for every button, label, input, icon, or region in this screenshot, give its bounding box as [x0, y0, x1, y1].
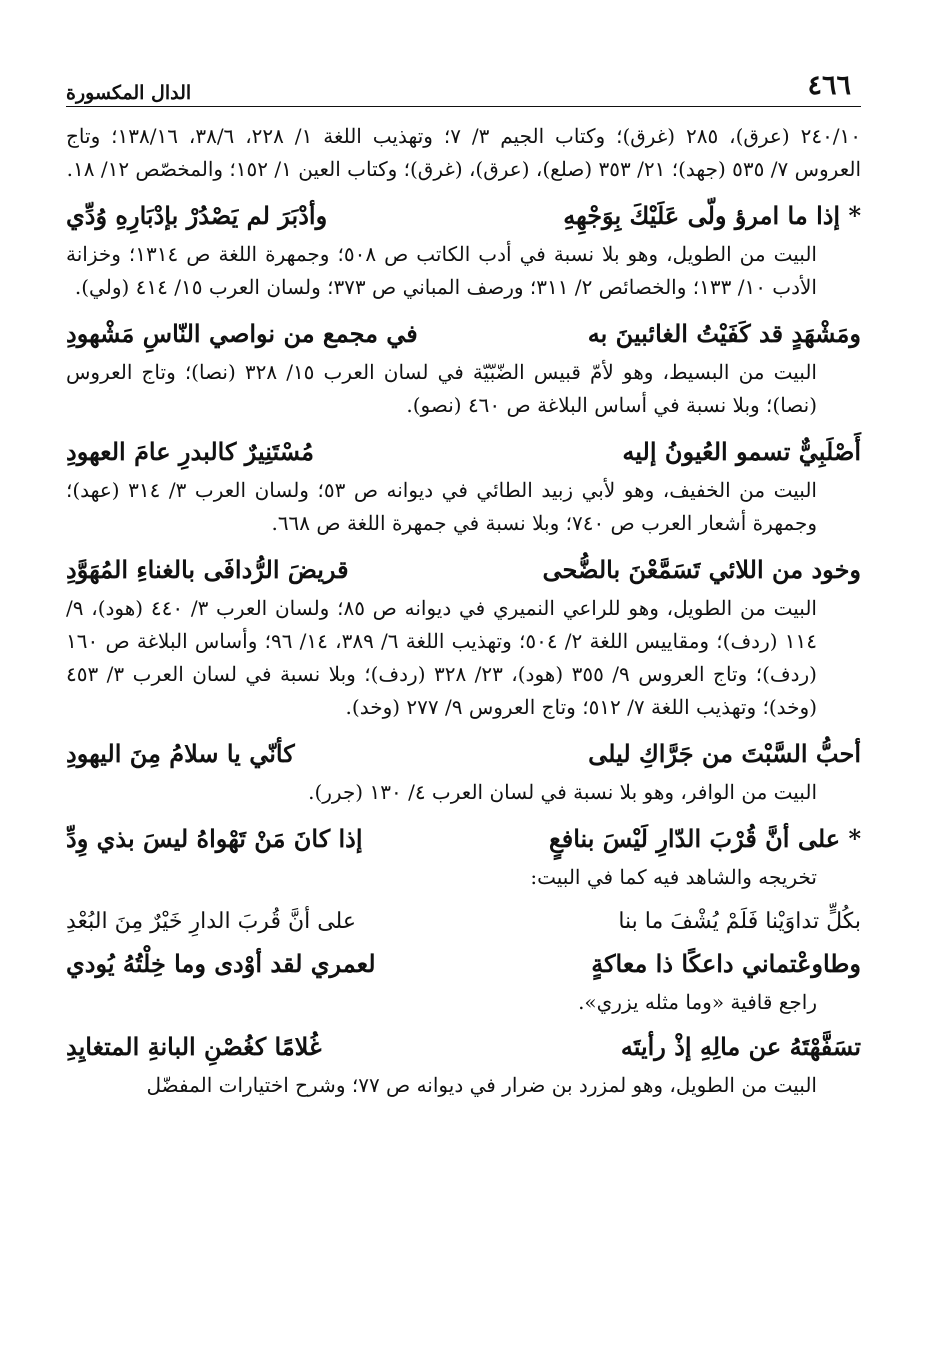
- verse-second-hemistich: في مجمع من نواصي النّاسِ مَشْهودِ: [66, 319, 418, 348]
- verse-second-hemistich: قريضَ الرُّدافَى بالغناءِ المُهَوَّدِ: [66, 555, 349, 584]
- verse-line: [66, 432, 861, 472]
- verse-first-hemistich: وخود من اللائي تَسَمَّعْنَ بالضُّحى: [542, 555, 861, 584]
- verse-second-hemistich: كأنّي يا سلامُ مِنَ اليهودِ: [66, 739, 295, 768]
- verse-first-hemistich: أَصْلَبِيٌّ تسمو العُيونُ إليه: [622, 437, 861, 466]
- page-header: [66, 66, 861, 107]
- citation-paragraph: ٢٤٠/١٠ (عرق)، ٢٨٥ (غرق)؛ وكتاب الجيم ٣/ ٧؛ وتهذيب اللغة ١/ ٢٢٨، ٣٨/٦، ١٣٨/١٦؛ وتاج العروس ٧/ ٥٣٥ (جهد)؛ ٢١/ ٣٥٣ (صلع)، (عرق)، (غرق)؛ وكتاب العين ١/ ١٥٢؛ والمخصّص ١٢/ ١٨.: [66, 124, 862, 181]
- verse-line: [66, 1027, 861, 1067]
- verse-second-hemistich: مُسْتَنِيرٌ كالبدرِ عامَ العهودِ: [66, 437, 314, 466]
- page-number: ٤٦٦: [807, 70, 851, 101]
- verse-first-hemistich: * إذا ما امرؤ ولّى عَلَيْكَ بِوَجْهِهِ: [563, 201, 861, 230]
- citation-paragraph: البيت من الوافر، وهو بلا نسبة في لسان العرب ٤/ ١٣٠ (جرر).: [308, 780, 817, 804]
- note-text: تخريجه والشاهد فيه كما في البيت:: [530, 865, 817, 889]
- verse-line: [66, 819, 861, 859]
- citation-paragraph: البيت من البسيط، وهو لأمّ قبيس الضّبّيّة في لسان العرب ١٥/ ٣٢٨ (نصا)؛ وتاج العروس (نصا)؛ وبلا نسبة في أساس البلاغة ص ٤٦٠ (نصو).: [66, 360, 817, 417]
- verse-second-hemistich: وأدْبَرَ لم يَصْدُرْ بإدْبَارِهِ وُدِّي: [66, 201, 328, 230]
- verse-second-hemistich: غُلامًا كغُصْنِ البانةِ المتغايِدِ: [66, 1032, 322, 1061]
- verse-first-hemistich: ومَشْهَدٍ قد كَفَيْتُ الغائبينَ به: [587, 319, 861, 348]
- citation-paragraph: البيت من الخفيف، وهو لأبي زبيد الطائي في ديوانه ص ٥٣؛ ولسان العرب ٣/ ٣١٤ (عهد)؛ وجمهرة أشعار العرب ص ٧٤٠؛ وبلا نسبة في جمهرة اللغة ص ٦٦٨.: [66, 478, 817, 535]
- citation-paragraph: البيت من الطويل، وهو لمزرد بن ضرار في ديوانه ص ٧٧؛ وشرح اختيارات المفضّل: [146, 1073, 817, 1097]
- verse-line: [66, 196, 861, 236]
- verse-line: [66, 944, 861, 984]
- verse-second-hemistich: لعمري لقد أوْدى وما خِلْتُهُ يُودي: [66, 949, 376, 978]
- verse-first-hemistich: وطاوعْتماني داعكًا ذا معاكةٍ: [591, 949, 861, 978]
- verse-line: [66, 734, 861, 774]
- verse-line: [66, 902, 861, 942]
- verse-first-hemistich: أحبُّ السَّبْتَ من جَرَّاكِ ليلى: [588, 739, 861, 768]
- note-text: راجع قافية «وما مثله يزري».: [578, 990, 817, 1014]
- verse-second-hemistich: على أنَّ قُربَ الدارِ خَيْرٌ مِنَ البُعْدِ: [66, 909, 356, 934]
- citation-paragraph: البيت من الطويل، وهو بلا نسبة في أدب الكاتب ص ٥٠٨؛ وجمهرة اللغة ص ١٣١٤؛ وخزانة الأدب ١٠/ ١٣٣؛ والخصائص ٢/ ٣١١؛ ورصف المباني ص ٣٧٣؛ ولسان العرب ١٥/ ٤١٤ (ولي).: [66, 242, 817, 299]
- verse-first-hemistich: تسَفَّهْتَهُ عن مالِهِ إذْ رأيتَه: [620, 1032, 861, 1061]
- book-page: [66, 0, 861, 1361]
- citation-paragraph: البيت من الطويل، وهو للراعي النميري في ديوانه ص ٨٥؛ ولسان العرب ٣/ ٤٤٠ (هود)، ٩/ ١١٤ (ردف)؛ ومقاييس اللغة ٢/ ٥٠٤؛ وتهذيب اللغة ٦/ ٣٨٩، ١٤/ ٩٦؛ وأساس البلاغة ص ١٦٠ (ردف)؛ وتاج العروس ٩/ ٣٥٥ (هود)، ٢٣/ ٣٢٨ (ردف)؛ وبلا نسبة في لسان العرب ٣/ ٤٥٣ (وخد)؛ وتهذيب اللغة ٧/ ٥١٢؛ وتاج العروس ٩/ ٢٧٧ (وخد).: [66, 596, 818, 719]
- verse-line: [66, 550, 861, 590]
- page-content: [66, 120, 861, 1112]
- verse-first-hemistich: * على أنَّ قُرْبَ الدّارِ لَيْسَ بنافعٍ: [548, 824, 861, 853]
- verse-second-hemistich: إذا كانَ مَنْ تَهْواهُ ليسَ بذي وِدِّ: [66, 824, 363, 853]
- verse-first-hemistich: بكُلٍّ تداوَيْنا فَلَمْ يُشْفَ ما بنا: [618, 909, 861, 934]
- section-title: الدال المكسورة: [66, 82, 192, 104]
- verse-line: [66, 314, 861, 354]
